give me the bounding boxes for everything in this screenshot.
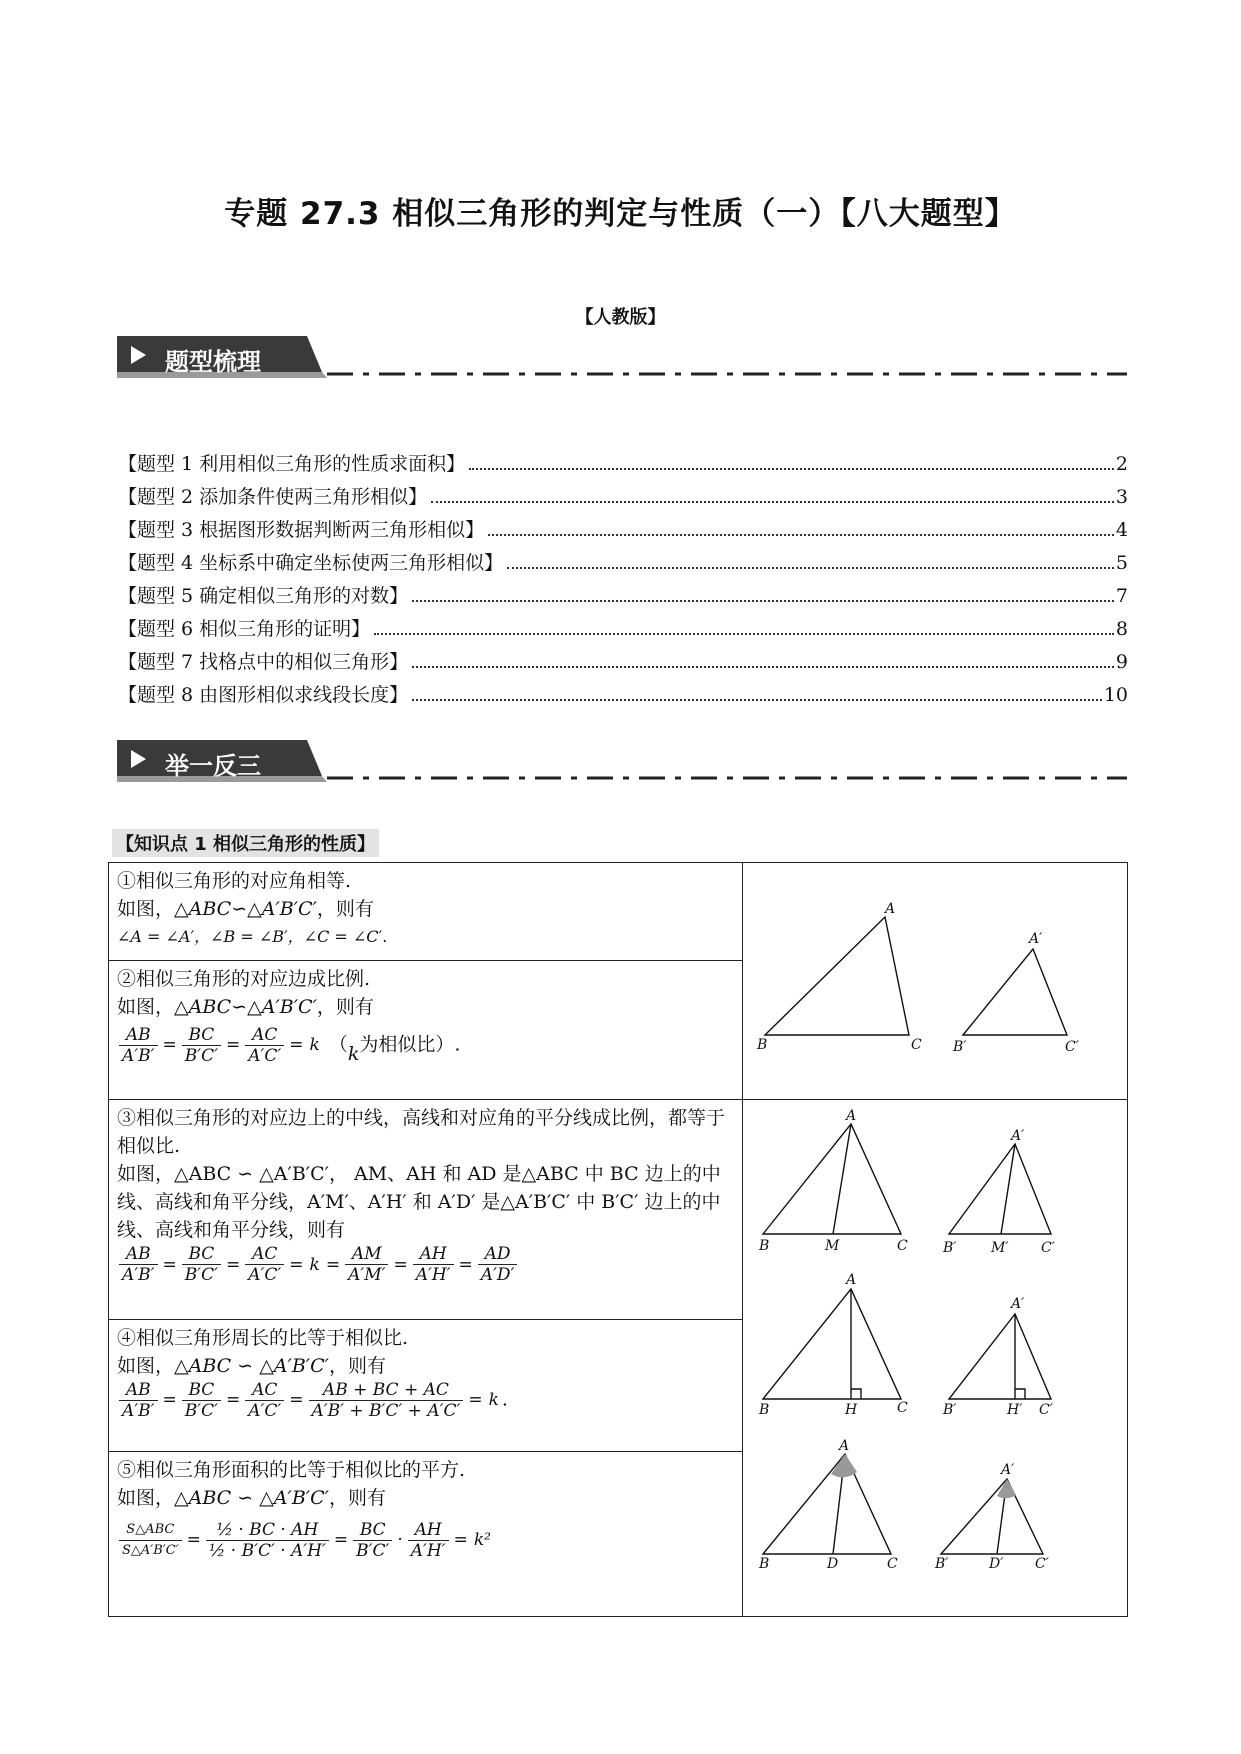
property-3-cell: [109, 1100, 743, 1320]
svg-text:B: B: [759, 1556, 770, 1572]
toc-leader-dots: [507, 567, 1114, 569]
svg-text:C′: C′: [1041, 1240, 1055, 1256]
toc-page-number: 10: [1103, 684, 1128, 706]
svg-text:D: D: [827, 1556, 839, 1572]
toc-page-number: 7: [1115, 585, 1128, 607]
svg-text:H′: H′: [1007, 1402, 1023, 1418]
toc-entry-title: 【题型 8 由图形相似求线段长度】: [118, 684, 409, 706]
toc-entry[interactable]: [118, 647, 1128, 680]
property-4-text: ④相似三角形周长的比等于相似比.: [117, 1326, 409, 1349]
svg-text:B′: B′: [953, 1039, 967, 1055]
property-3-formula: $\frac{AB}{A'B'}$ = $\frac{BC}{B'C'}$ = $\frac{AC}{A'C'}$ = k = $\frac{AM}{A'M'}$ = $\frac{AH}{A'H'}$ = $\frac{AD}{A'D'}$: [117, 1244, 734, 1285]
property-1-text: ①相似三角形的对应角相等.: [117, 870, 352, 892]
property-5-cell: [109, 1451, 743, 1616]
svg-text:A: A: [885, 901, 896, 917]
toc-entry[interactable]: [118, 680, 1128, 713]
toc-page-number: 2: [1115, 453, 1128, 475]
toc-entry-title: 【题型 6 相似三角形的证明】: [118, 618, 371, 640]
property-3-text: ③相似三角形的对应边上的中线，高线和对应角的平分线成比例，都等于相似比.: [117, 1107, 726, 1157]
table-of-contents: [118, 449, 1128, 713]
figure-triangles-lines: [743, 1100, 1128, 1617]
toc-leader-dots: [488, 534, 1114, 536]
svg-text:C: C: [911, 1037, 922, 1053]
property-2-cell: [109, 960, 743, 1099]
svg-text:B′: B′: [943, 1402, 957, 1418]
property-1-cell: [109, 863, 743, 961]
similar-triangles-figure: [751, 867, 1119, 1087]
toc-entry-title: 【题型 3 根据图形数据判断两三角形相似】: [118, 519, 485, 541]
svg-text:B: B: [757, 1037, 768, 1053]
toc-entry[interactable]: [118, 614, 1128, 647]
toc-page-number: 9: [1115, 651, 1128, 673]
edition-label: 【人教版】: [575, 307, 666, 328]
svg-text:C: C: [897, 1238, 908, 1254]
property-5-text: ⑤相似三角形面积的比等于相似比的平方.: [117, 1458, 466, 1481]
svg-text:A: A: [839, 1438, 850, 1454]
svg-text:B′: B′: [935, 1556, 949, 1572]
toc-leader-dots: [412, 666, 1114, 668]
toc-leader-dots: [431, 501, 1114, 503]
toc-leader-dots: [412, 699, 1102, 701]
property-4-formula: $\frac{AB}{A'B'}$ = $\frac{BC}{B'C'}$ = $\frac{AC}{A'C'}$ = $\frac{AB + BC + AC}{A'B' + B'C' + A'C'}$ = k .: [117, 1380, 734, 1421]
section-title-2: 举一反三: [165, 752, 261, 780]
median-height-bisector-figures: [751, 1104, 1119, 1604]
toc-leader-dots: [374, 633, 1114, 635]
toc-entry-title: 【题型 1 利用相似三角形的性质求面积】: [118, 453, 466, 475]
property-2-given: 如图，△ABC∽△A′B′C′，则有: [117, 995, 374, 1018]
svg-text:H: H: [845, 1402, 858, 1418]
toc-page-number: 8: [1115, 618, 1128, 640]
property-2-text: ②相似三角形的对应边成比例.: [117, 967, 371, 990]
toc-entry[interactable]: [118, 548, 1128, 581]
svg-text:A′: A′: [1001, 1462, 1015, 1478]
toc-page-number: 3: [1115, 486, 1128, 508]
toc-leader-dots: [412, 600, 1114, 602]
toc-entry[interactable]: [118, 449, 1128, 482]
property-4-given: 如图，△ABC ∽ △A′B′C′，则有: [117, 1354, 386, 1377]
svg-text:C: C: [897, 1400, 908, 1416]
svg-text:A: A: [846, 1272, 857, 1288]
svg-text:A′: A′: [1011, 1128, 1025, 1144]
svg-text:A′: A′: [1011, 1296, 1025, 1312]
svg-text:M: M: [825, 1238, 840, 1254]
property-4-cell: [109, 1319, 743, 1451]
property-1-given: 如图，△ABC∽△A′B′C′，则有: [117, 898, 374, 920]
property-3-given: 如图，△ABC ∽ △A′B′C′， AM、AH 和 AD 是△ABC 中 BC 边上的中线、高线和角平分线，A′M′、A′H′ 和 A′D′ 是△A′B′C′ 中 B′C′ 边上的中线、高线和角平分线，则有: [117, 1163, 721, 1241]
svg-text:B′: B′: [943, 1240, 957, 1256]
toc-entry[interactable]: [118, 515, 1128, 548]
property-2-formula: $\frac{AB}{A'B'}$ = $\frac{BC}{B'C'}$ = $\frac{AC}{A'C'}$ = k （k为相似比）.: [117, 1025, 734, 1066]
svg-text:B: B: [759, 1238, 770, 1254]
section-title-1: 题型梳理: [165, 348, 261, 376]
toc-entry[interactable]: [118, 581, 1128, 614]
property-5-given: 如图，△ABC ∽ △A′B′C′，则有: [117, 1486, 386, 1509]
svg-text:M′: M′: [991, 1240, 1009, 1256]
page-title: 专题 27.3 相似三角形的判定与性质（一）【八大题型】: [224, 196, 1017, 232]
knowledge-point-title: 【知识点 1 相似三角形的性质】: [112, 829, 379, 857]
svg-text:A: A: [846, 1108, 857, 1124]
property-1-angles: ∠A = ∠A′，∠B = ∠B′，∠C = ∠C′.: [117, 927, 388, 946]
svg-text:A′: A′: [1029, 931, 1043, 947]
toc-entry[interactable]: [118, 482, 1128, 515]
toc-leader-dots: [469, 468, 1114, 470]
svg-text:B: B: [759, 1402, 770, 1418]
toc-entry-title: 【题型 4 坐标系中确定坐标使两三角形相似】: [118, 552, 504, 574]
section-header-examples: [117, 738, 1127, 788]
toc-page-number: 5: [1115, 552, 1128, 574]
figure-triangles-basic: [743, 863, 1128, 1100]
svg-text:C′: C′: [1039, 1402, 1053, 1418]
svg-text:C′: C′: [1065, 1039, 1079, 1055]
toc-entry-title: 【题型 7 找格点中的相似三角形】: [118, 651, 409, 673]
property-5-formula: $\frac{\text{S△ABC}}{S\triangle A'B'C'}$ = $\frac{\text{½ · BC · AH}}{\text{½ · B′C′ · A′H′}}$ = $\frac{BC}{B'C'}$ · $\frac{AH}{A'H'}$ = k²: [117, 1520, 734, 1561]
toc-entry-title: 【题型 5 确定相似三角形的对数】: [118, 585, 409, 607]
toc-entry-title: 【题型 2 添加条件使两三角形相似】: [118, 486, 428, 508]
toc-page-number: 4: [1115, 519, 1128, 541]
knowledge-table: [108, 862, 1128, 1617]
section-header-topic-list: [117, 334, 1127, 384]
svg-text:C′: C′: [1035, 1556, 1049, 1572]
svg-text:C: C: [887, 1556, 898, 1572]
svg-text:D′: D′: [989, 1556, 1004, 1572]
